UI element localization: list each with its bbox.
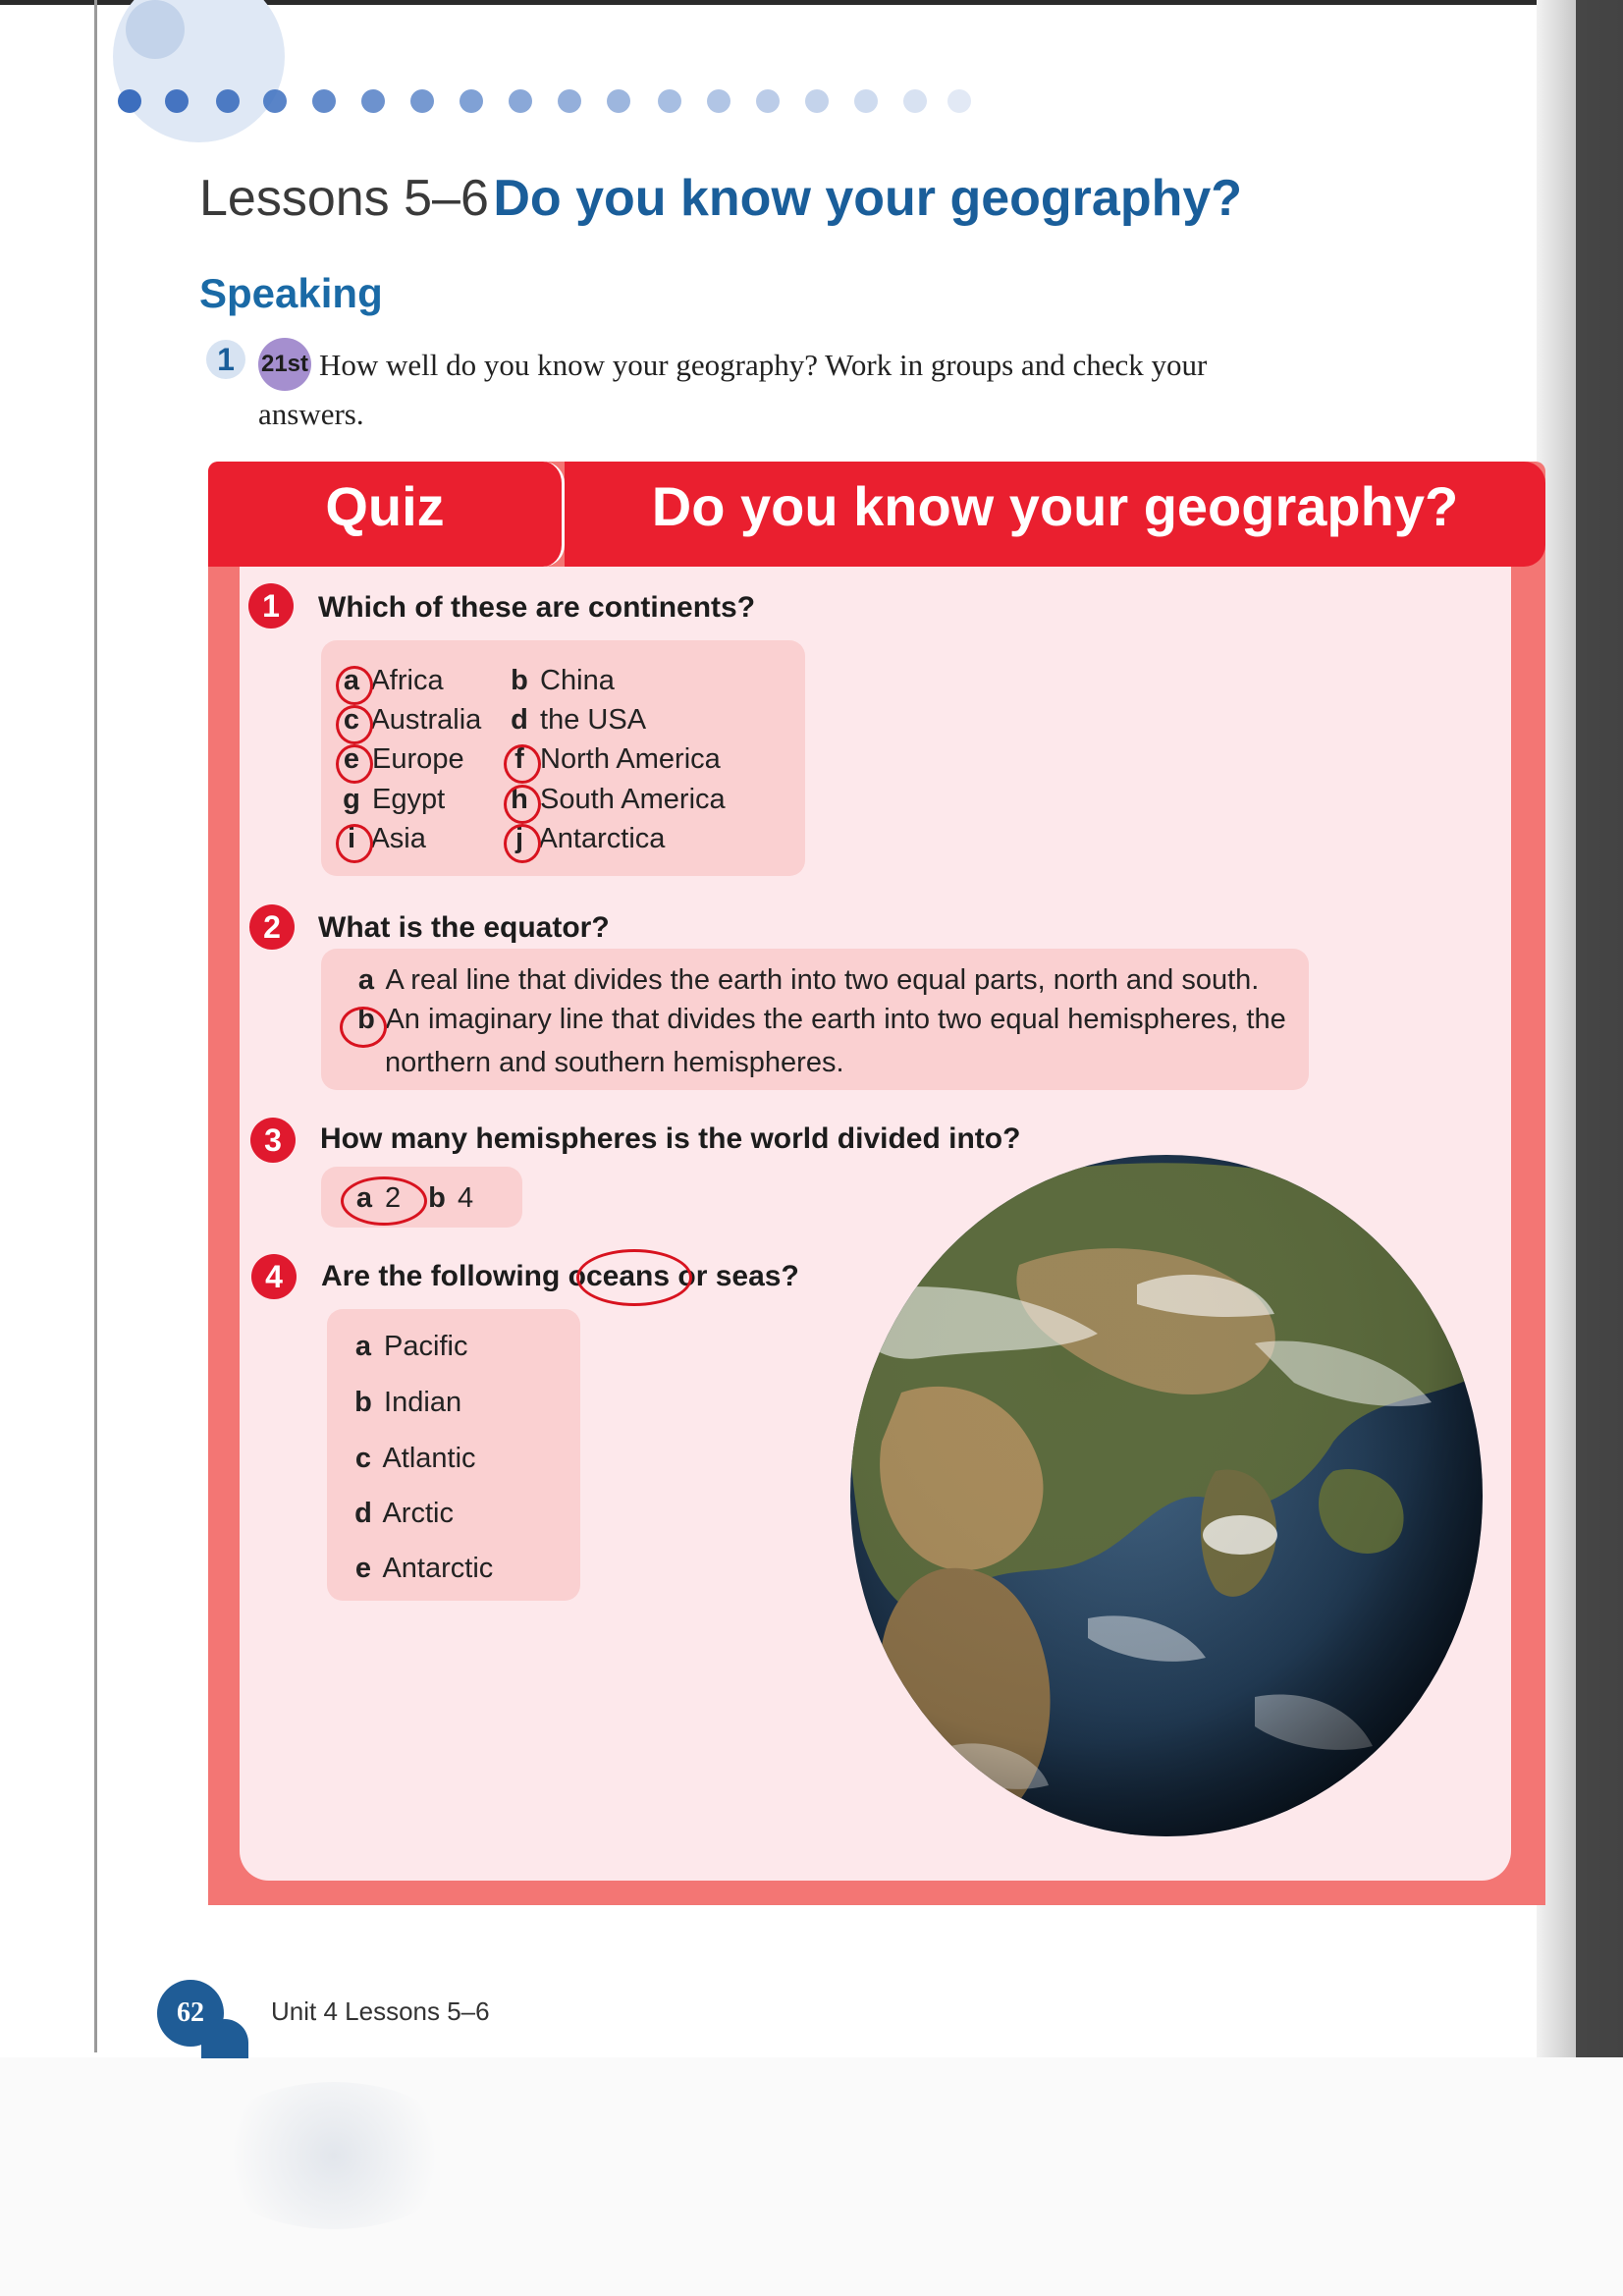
question-number: 3	[250, 1118, 296, 1163]
option-text: 4	[450, 1182, 474, 1214]
option-text: the USA	[532, 704, 647, 736]
quiz-label: Quiz	[325, 475, 445, 537]
decorative-dot	[509, 89, 532, 113]
option-letter: b	[357, 1004, 375, 1035]
section-heading: Speaking	[199, 270, 383, 316]
option-text: Atlantic	[376, 1443, 476, 1474]
decorative-dot	[118, 89, 141, 113]
answer-circle	[336, 744, 373, 784]
page-number: 62	[157, 1980, 224, 2047]
option-letter: f	[514, 743, 524, 775]
answer-option	[351, 1331, 467, 1363]
option-text: Africa	[364, 665, 444, 696]
option-letter: a	[357, 964, 375, 996]
binding-line	[94, 0, 97, 2052]
page-edge-dark	[1576, 0, 1623, 2067]
decorative-dot	[707, 89, 730, 113]
decorative-dot	[312, 89, 336, 113]
task-number: 1	[206, 340, 245, 379]
option-text: A real line that divides the earth into two equal parts, north and south.	[379, 964, 1260, 996]
decorative-dot	[947, 89, 971, 113]
option-text: Egypt	[364, 784, 446, 815]
option-letter: j	[514, 823, 524, 854]
option-letter: d	[354, 1498, 372, 1529]
decorative-circle-small	[126, 0, 185, 59]
question-number: 2	[249, 904, 295, 950]
option-continuation: northern and southern hemispheres.	[385, 1047, 844, 1078]
decorative-dot	[607, 89, 630, 113]
decorative-dot	[165, 89, 189, 113]
option-letter: e	[354, 1553, 372, 1584]
answer-circle	[336, 666, 373, 705]
option-text: An imaginary line that divides the earth into two equal hemispheres, the	[379, 1004, 1286, 1035]
option-text: China	[532, 665, 615, 696]
lesson-label: Lessons 5–6	[199, 170, 489, 227]
answer-option	[507, 704, 646, 737]
question-text-part: Are the following	[321, 1260, 561, 1292]
answer-option	[339, 784, 445, 816]
circled-word: oceans	[568, 1260, 671, 1292]
decorative-dot	[361, 89, 385, 113]
option-letter: e	[343, 743, 360, 775]
answer-circle	[340, 1007, 387, 1048]
answer-circle	[504, 744, 541, 784]
decorative-dot	[263, 89, 287, 113]
answer-option	[424, 1182, 473, 1215]
answer-option	[353, 1004, 1286, 1036]
footer-text: Unit 4 Lessons 5–6	[271, 1996, 490, 2026]
answer-circle	[504, 824, 541, 863]
question-text	[321, 1260, 799, 1293]
option-text: Arctic	[376, 1498, 454, 1529]
option-text: South America	[532, 784, 726, 815]
option-letter: a	[343, 665, 360, 696]
answer-option	[351, 1553, 493, 1585]
option-letter: d	[511, 704, 528, 736]
option-letter: a	[355, 1182, 373, 1214]
answer-circle	[504, 785, 541, 824]
answer-circle	[576, 1249, 692, 1306]
answer-option	[351, 1443, 476, 1475]
option-text: Europe	[364, 743, 464, 775]
decorative-dot	[805, 89, 829, 113]
option-letter: c	[343, 704, 360, 736]
page-title	[199, 169, 1242, 228]
question-text: What is the equator?	[318, 911, 610, 944]
question-text: Which of these are continents?	[318, 591, 756, 624]
decorative-dot	[410, 89, 434, 113]
option-text: Antarctica	[532, 823, 666, 854]
answer-option	[353, 964, 1259, 997]
decorative-dot	[460, 89, 483, 113]
option-text: Australia	[364, 704, 482, 736]
question-text: How many hemispheres is the world divided into?	[320, 1122, 1021, 1155]
lesson-title: Do you know your geography?	[493, 170, 1243, 227]
option-letter: h	[511, 784, 528, 815]
scan-smudge	[206, 2082, 461, 2229]
earth-globe-image	[842, 1147, 1490, 1844]
decorative-dot	[854, 89, 878, 113]
option-letter: b	[354, 1387, 372, 1418]
option-text: Indian	[376, 1387, 462, 1418]
decorative-dot	[756, 89, 780, 113]
option-letter: b	[511, 665, 528, 696]
answer-circle	[341, 1176, 427, 1226]
answer-circle	[336, 824, 373, 863]
question-number: 1	[248, 583, 294, 629]
option-text: Asia	[364, 823, 426, 854]
quiz-title: Do you know your geography?	[651, 475, 1459, 537]
option-letter: i	[347, 823, 356, 854]
answer-circle	[336, 705, 373, 744]
decorative-dot	[658, 89, 681, 113]
question-text-part: or seas?	[677, 1260, 799, 1292]
option-text: Pacific	[376, 1331, 468, 1362]
decorative-dot	[558, 89, 581, 113]
option-letter: g	[343, 784, 360, 815]
21st-century-skills-badge: 21st	[258, 338, 311, 391]
option-letter: b	[428, 1182, 446, 1214]
decorative-dot	[216, 89, 240, 113]
decorative-dot	[903, 89, 927, 113]
answer-option	[507, 665, 615, 697]
answer-option	[351, 1498, 454, 1530]
task-instructions: How well do you know your geography? Work in groups and check your answers.	[258, 348, 1208, 431]
option-text: Antarctic	[376, 1553, 494, 1584]
answer-option	[351, 1387, 461, 1419]
option-text: North America	[532, 743, 721, 775]
option-letter: a	[354, 1331, 372, 1362]
option-text: 2	[377, 1182, 402, 1214]
option-letter: c	[354, 1443, 372, 1474]
question-number: 4	[251, 1254, 297, 1299]
